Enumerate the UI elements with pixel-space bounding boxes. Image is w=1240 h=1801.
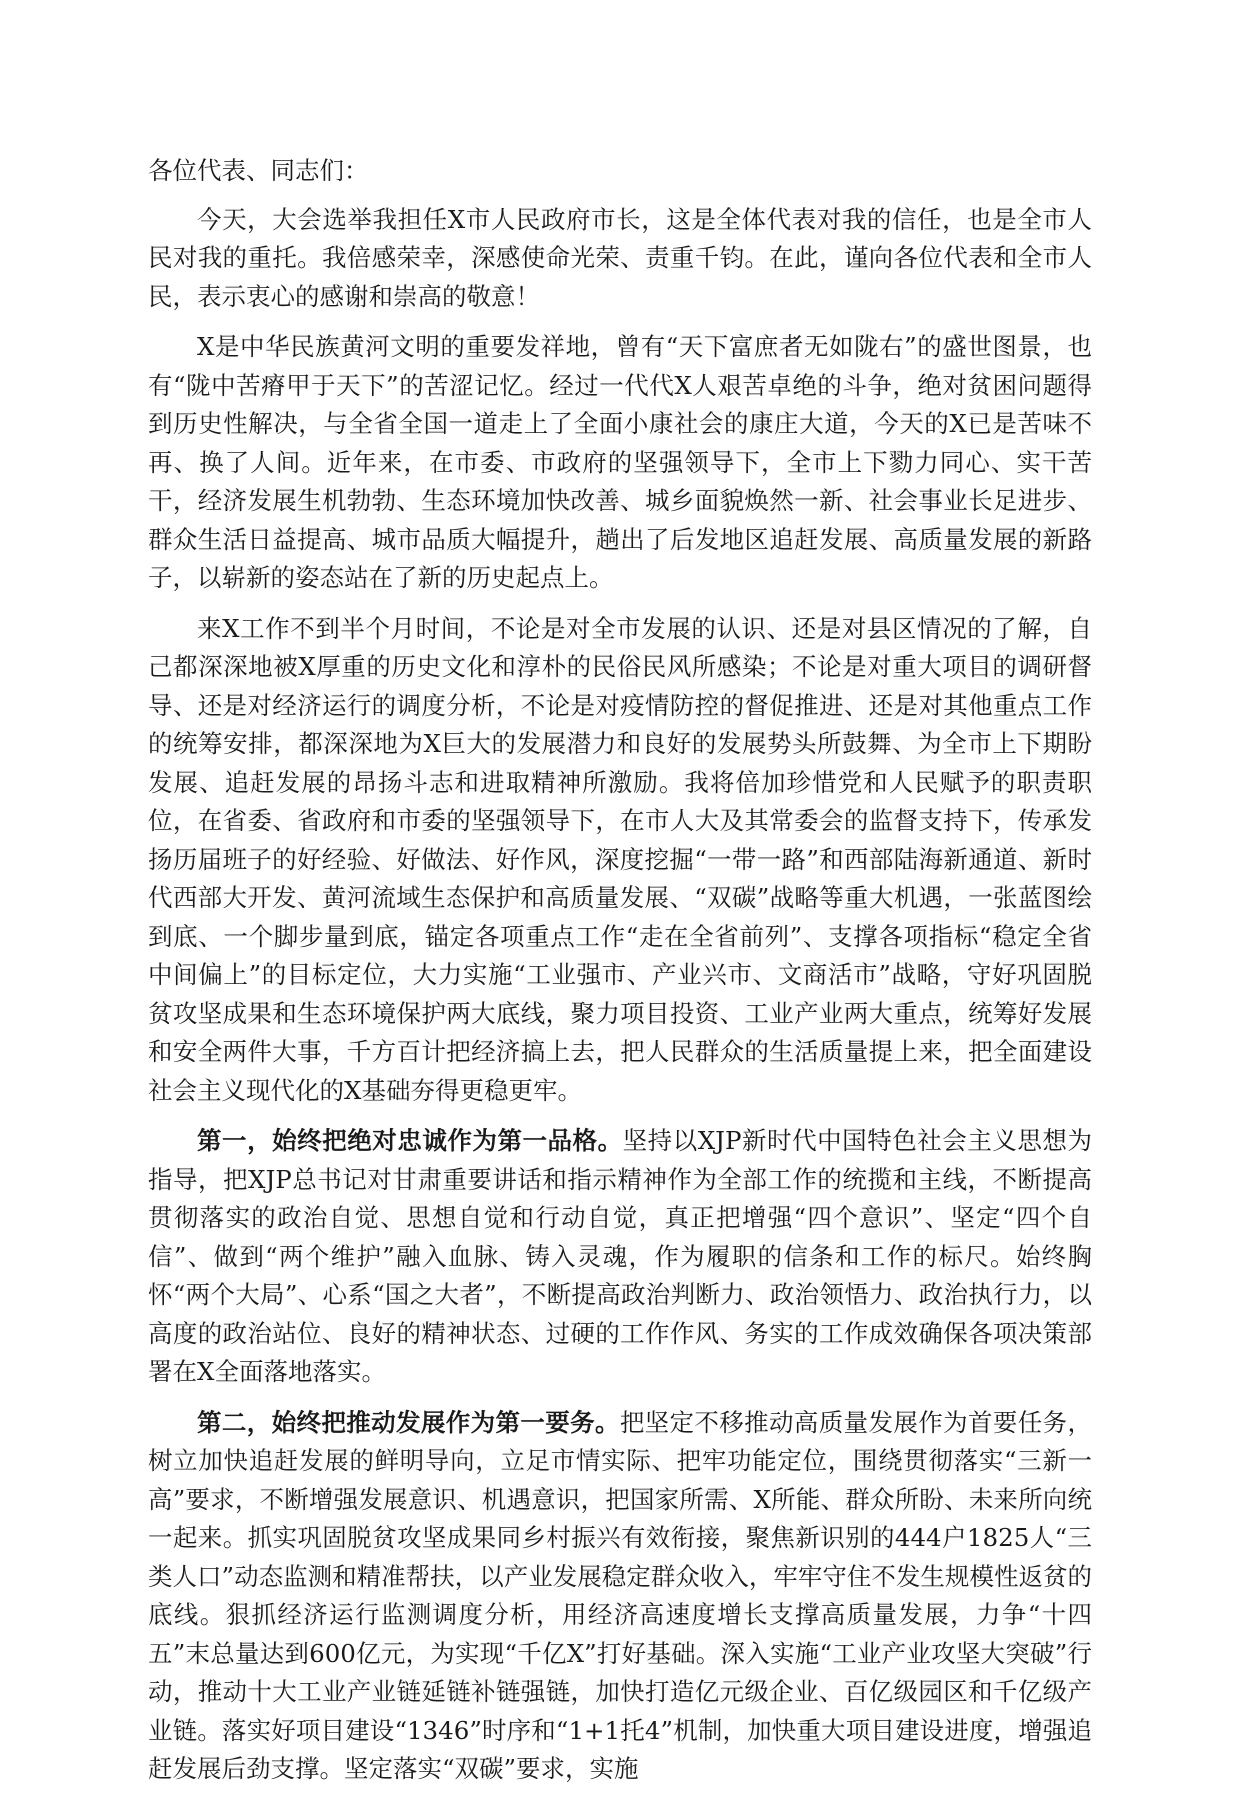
paragraph-4-text: 坚持以XJP新时代中国特色社会主义思想为指导，把XJP总书记对甘肃重要讲话和指示精神作为全部工作的统揽和主线，不断提高贯彻落实的政治自觉、思想自觉和行动自觉，真正把增强“四个意识”、坚定“四个自信”、做到“两个维护”融入血脉、铸入灵魂，作为履职的信条和工作的标尺。始终胸怀“两个大局”、心系“国之大者”，不断提高政治判断力、政治领悟力、政治执行力，以高度的政治站位、良好的精神状态、过硬的工作作风、务实的工作成效确保各项决策部署在X全面落地落实。	[148, 1126, 1092, 1386]
paragraph-5-lead: 第二，始终把推动发展作为第一要务。	[197, 1407, 620, 1437]
paragraph-3	[148, 610, 1092, 1111]
document-page	[148, 152, 1092, 1801]
paragraph-2	[148, 328, 1092, 598]
paragraph-1	[148, 201, 1092, 317]
paragraph-5	[148, 1404, 1092, 1789]
paragraph-4-lead: 第一，始终把绝对忠诚作为第一品格。	[197, 1126, 623, 1155]
paragraph-4	[148, 1122, 1092, 1392]
greeting: 各位代表、同志们：	[148, 156, 369, 185]
paragraph-2-text: X是中华民族黄河文明的重要发祥地，曾有“天下富庶者无如陇右”的盛世图景，也有“陇中苦瘠甲于天下”的苦涩记忆。经过一代代X人艰苦卓绝的斗争，绝对贫困问题得到历史性解决，与全省全国一道走上了全面小康社会的康庄大道，今天的X已是苦味不再、换了人间。近年来，在市委、市政府的坚强领导下，全市上下勠力同心、实干苦干，经济发展生机勃勃、生态环境加快改善、城乡面貌焕然一新、社会事业长足进步、群众生活日益提高、城市品质大幅提升，趟出了后发地区追赶发展、高质量发展的新路子，以崭新的姿态站在了新的历史起点上。	[148, 332, 1092, 592]
paragraph-3-text: 来X工作不到半个月时间，不论是对全市发展的认识、还是对县区情况的了解，自己都深深地被X厚重的历史文化和淳朴的民俗民风所感染；不论是对重大项目的调研督导、还是对经济运行的调度分析，不论是对疫情防控的督促推进、还是对其他重点工作的统筹安排，都深深地为X巨大的发展潜力和良好的发展势头所鼓舞、为全市上下期盼发展、追赶发展的昂扬斗志和进取精神所激励。我将倍加珍惜党和人民赋予的职责职位，在省委、省政府和市委的坚强领导下，在市人大及其常委会的监督支持下，传承发扬历届班子的好经验、好做法、好作风，深度挖掘“一带一路”和西部陆海新通道、新时代西部大开发、黄河流域生态保护和高质量发展、“双碳”战略等重大机遇，一张蓝图绘到底、一个脚步量到底，锚定各项重点工作“走在全省前列”、支撑各项指标“稳定全省中间偏上”的目标定位，大力实施“工业强市、产业兴市、文商活市”战略，守好巩固脱贫攻坚成果和生态环境保护两大底线，聚力项目投资、工业产业两大重点，统筹好发展和安全两件大事，千方百计把经济搞上去，把人民群众的生活质量提上来，把全面建设社会主义现代化的X基础夯得更稳更牢。	[148, 613, 1092, 1105]
paragraph-5-text: 把坚定不移推动高质量发展作为首要任务，树立加快追赶发展的鲜明导向，立足市情实际、把牢功能定位，围绕贯彻落实“三新一高”要求，不断增强发展意识、机遇意识，把国家所需、X所能、群众所盼、未来所向统一起来。抓实巩固脱贫攻坚成果同乡村振兴有效衔接，聚焦新识别的444户1825人“三类人口”动态监测和精准帮扶，以产业发展稳定群众收入，牢牢守住不发生规模性返贫的底线。狠抓经济运行监测调度分析，用经济高速度增长支撑高质量发展，力争“十四五”末总量达到600亿元，为实现“千亿X”打好基础。深入实施“工业产业攻坚大突破”行动，推动十大工业产业链延链补链强链，加快打造亿元级企业、百亿级园区和千亿级产业链。落实好项目建设“1346”时序和“1+1托4”机制，加快重大项目建设进度，增强追赶发展后劲支撑。坚定落实“双碳”要求，实施	[148, 1407, 1092, 1783]
paragraph-1-text: 今天，大会选举我担任X市人民政府市长，这是全体代表对我的信任，也是全市人民对我的重托。我倍感荣幸，深感使命光荣、责重千钧。在此，谨向各位代表和全市人民，表示衷心的感谢和崇高的敬意！	[148, 204, 1092, 311]
